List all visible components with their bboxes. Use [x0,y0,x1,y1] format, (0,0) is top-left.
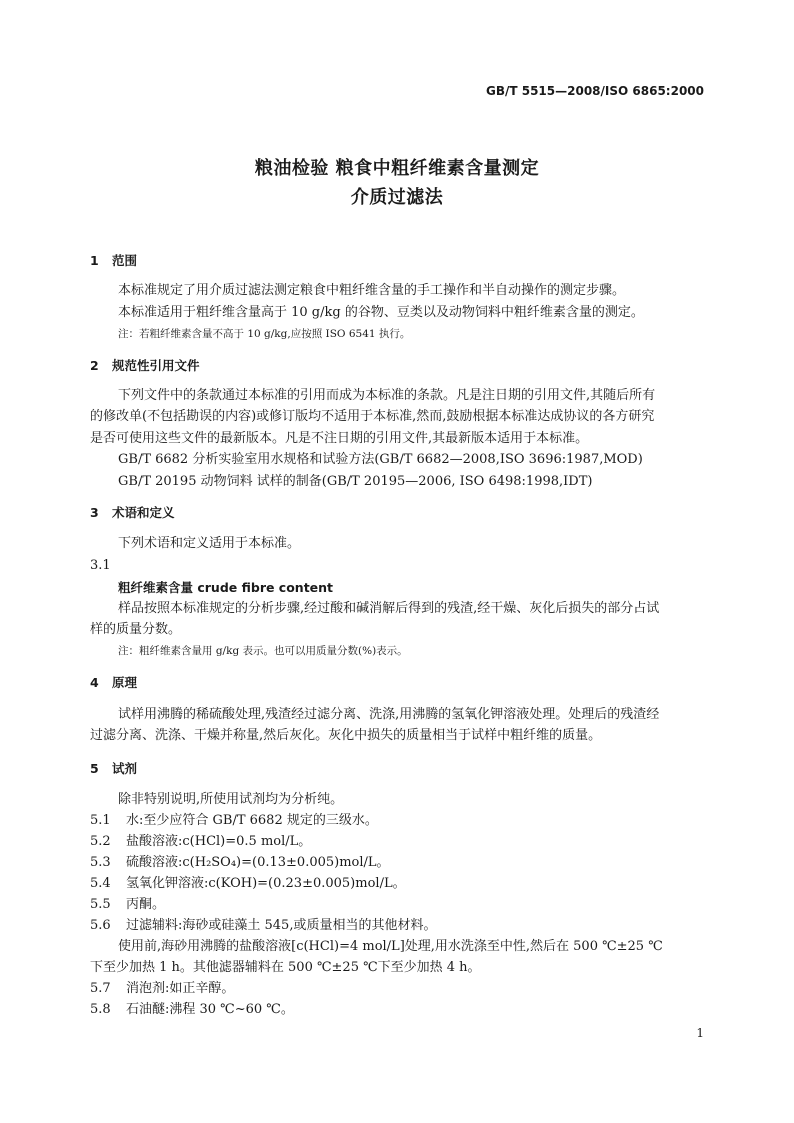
reagent-item [90,854,390,872]
reference-item: GB/T 6682 分析实验室用水规格和试验方法(GB/T 6682—2008,ISO 3696:1987,MOD) [118,452,643,467]
paragraph: 过滤分离、洗涤、干燥并称量,然后灰化。灰化中损失的质量相当于试样中粗纤维的质量。 [90,728,602,743]
reagent-item [90,917,436,935]
paragraph: 使用前,海砂用沸腾的盐酸溶液[c(HCl)=4 mol/L]处理,用水洗涤至中性,然后在 500 ℃±25 ℃ [118,939,663,954]
section-4-heading [90,674,137,692]
section-title: 规范性引用文件 [112,358,200,373]
clause-text: 氢氧化钾溶液:c(KOH)=(0.23±0.005)mol/L。 [126,876,406,891]
clause-text: 过滤辅料:海砂或硅藻土 545,或质量相当的其他材料。 [126,918,437,933]
section-2-heading [90,357,200,375]
reagent-item [90,1001,294,1019]
clause-number: 5.5 [90,897,111,912]
paragraph: 是否可使用这些文件的最新版本。凡是不注日期的引用文件,其最新版本适用于本标准。 [90,431,589,446]
reagent-item [90,875,406,893]
paragraph: 下列术语和定义适用于本标准。 [118,536,301,551]
clause-number: 5.8 [90,1002,111,1017]
note: 注：若粗纤维素含量不高于 10 g/kg,应按照 ISO 6541 执行。 [118,328,411,340]
section-number: 1 [90,253,99,268]
section-number: 2 [90,358,99,373]
paragraph: 样品按照本标准规定的分析步骤,经过酸和碱消解后得到的残渣,经干燥、灰化后损失的部分占试 [118,601,660,616]
reagent-item [90,896,165,914]
clause-text: 硫酸溶液:c(H₂SO₄)=(0.13±0.005)mol/L。 [126,855,390,870]
clause-number: 5.6 [90,918,111,933]
section-title: 术语和定义 [112,505,175,520]
section-number: 3 [90,505,99,520]
document-title: 粮油检验 粮食中粗纤维素含量测定 [254,158,540,179]
section-title: 试剂 [112,761,138,776]
clause-text: 石油醚:沸程 30 ℃~60 ℃。 [126,1002,294,1017]
clause-text: 水:至少应符合 GB/T 6682 规定的三级水。 [126,813,378,828]
paragraph: 样的质量分数。 [90,622,182,637]
reference-item: GB/T 20195 动物饲料 试样的制备(GB/T 20195—2006, ISO 6498:1998,IDT) [118,474,593,489]
clause-text: 丙酮。 [126,897,166,912]
clause-number: 5.2 [90,834,111,849]
paragraph: 的修改单(不包括勘误的内容)或修订版均不适用于本标准,然而,鼓励根据本标准达成协议的各方研究 [90,409,655,424]
clause-number: 5.7 [90,981,111,996]
section-5-heading [90,760,137,778]
paragraph: 下列文件中的条款通过本标准的引用而成为本标准的条款。凡是注日期的引用文件,其随后所有 [118,388,656,403]
clause-text: 消泡剂:如正辛醇。 [126,981,235,996]
reagent-item [90,980,234,998]
section-title: 原理 [112,675,138,690]
document-subtitle: 介质过滤法 [350,187,444,208]
paragraph: 本标准适用于粗纤维含量高于 10 g/kg 的谷物、豆类以及动物饲料中粗纤维素含量的测定。 [118,305,644,320]
paragraph: 除非特别说明,所使用试剂均为分析纯。 [118,792,344,807]
section-1-heading [90,252,137,270]
section-number: 5 [90,761,99,776]
paragraph: 试样用沸腾的稀硫酸处理,残渣经过滤分离、洗涤,用沸腾的氢氧化钾溶液处理。处理后的残渣经 [118,707,660,722]
section-3-heading [90,504,175,522]
clause-number: 5.1 [90,813,111,828]
term-heading: 粗纤维素含量 crude fibre content [118,580,334,595]
paragraph: 本标准规定了用介质过滤法测定粮食中粗纤维含量的手工操作和半自动操作的测定步骤。 [118,283,626,298]
reagent-item [90,812,378,830]
section-title: 范围 [112,253,138,268]
clause-text: 盐酸溶液:c(HCl)=0.5 mol/L。 [126,834,312,849]
clause-number: 5.4 [90,876,111,891]
paragraph: 下至少加热 1 h。其他滤器辅料在 500 ℃±25 ℃下至少加热 4 h。 [90,960,481,975]
section-number: 4 [90,675,99,690]
note: 注：粗纤维素含量用 g/kg 表示。也可以用质量分数(%)表示。 [118,645,408,657]
standard-number: GB/T 5515—2008/ISO 6865:2000 [485,84,704,98]
reagent-item [90,833,311,851]
subsection-number: 3.1 [90,558,111,573]
page-number: 1 [696,1026,704,1040]
clause-number: 5.3 [90,855,111,870]
